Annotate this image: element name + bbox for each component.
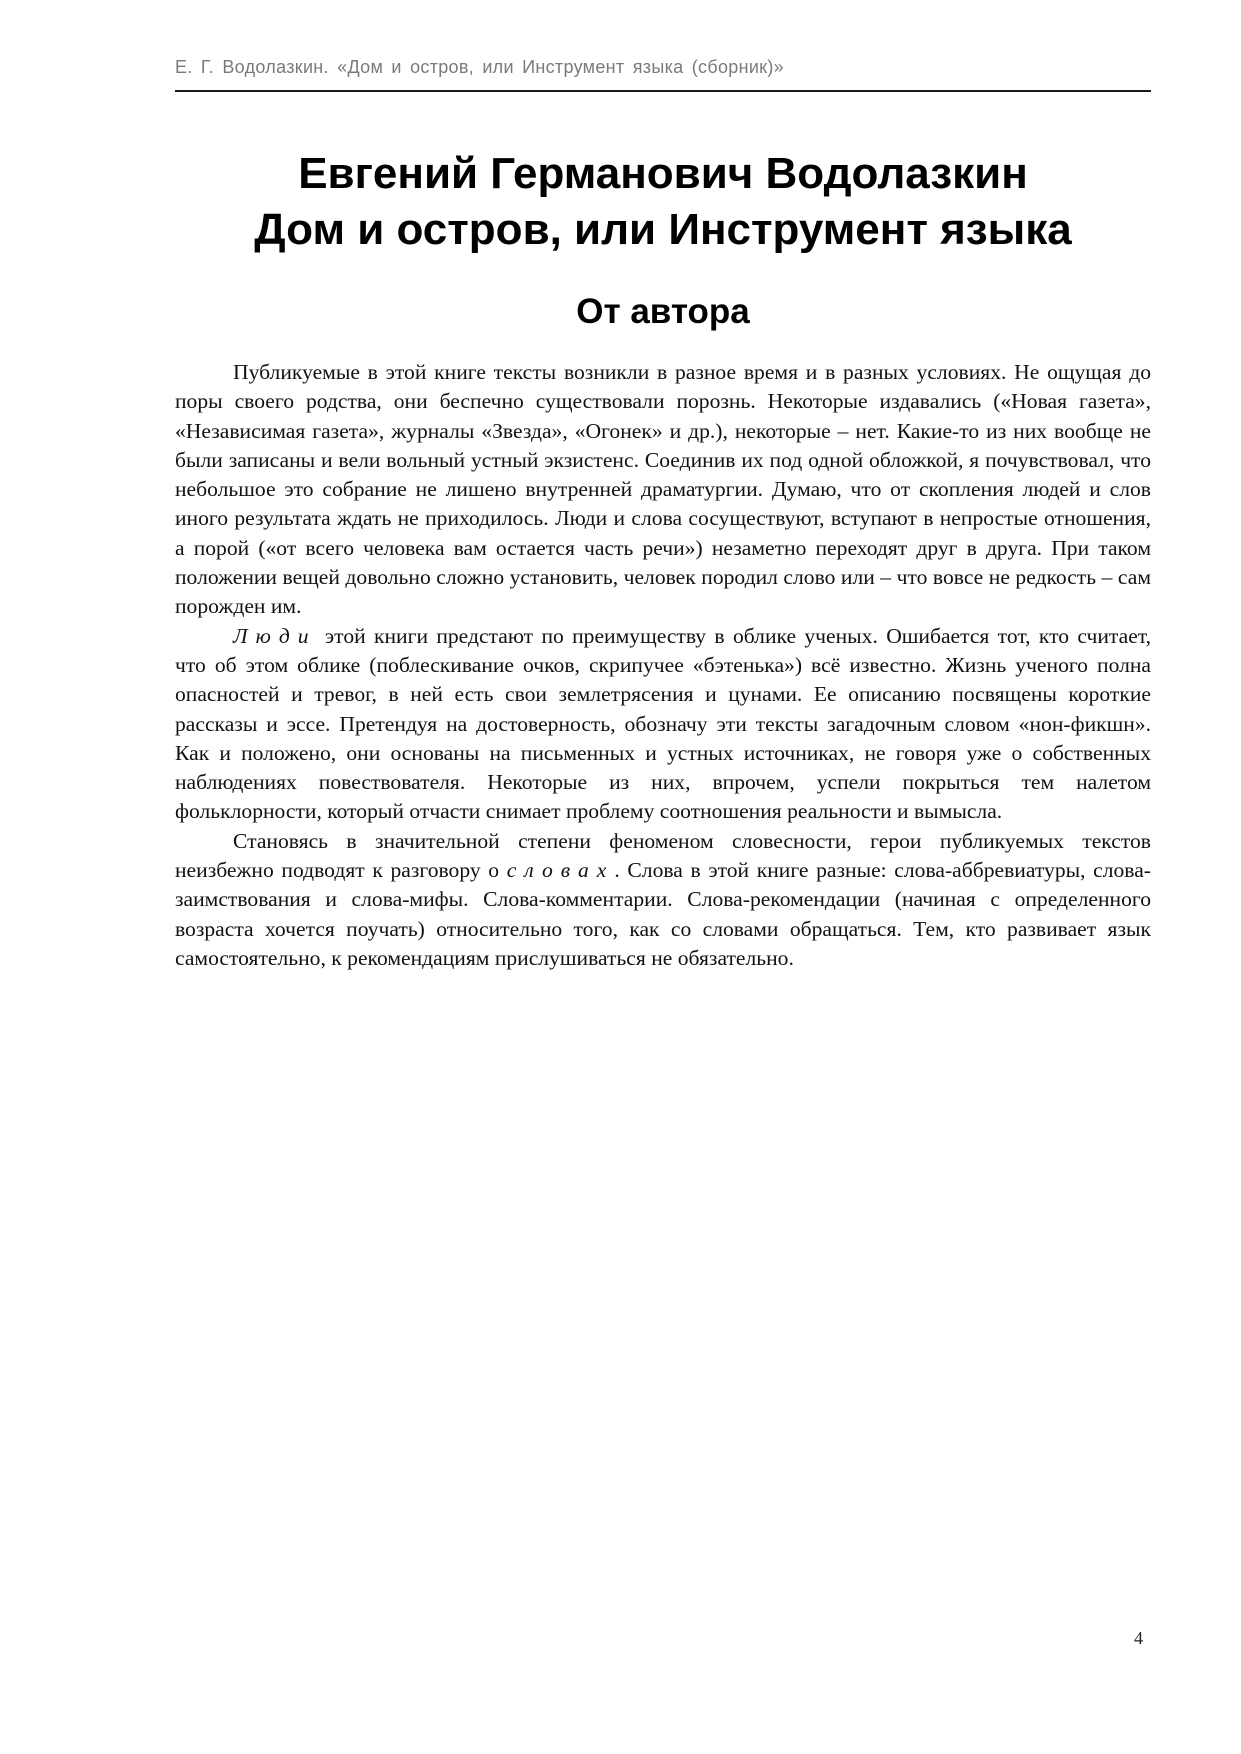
paragraph-3-text-before: Становясь в значительной степени феноменом словесности, герои публикуемых текстов неизбежно подводят к разговору о [175,828,1151,883]
book-title [175,146,1151,258]
author-name: Евгений Германович Водолазкин [298,149,1028,198]
paragraph-3 [175,827,1151,973]
emphasis-people: Люди [233,623,317,648]
page-number: 4 [1134,1628,1143,1648]
paragraph-2-text: этой книги предстают по преимуществу в облике ученых. Ошибается тот, кто считает, что об этом облике (поблескивание очков, скрипучее «бэтенька») всё известно. Жизнь ученого полна опасностей и тревог, в ней есть свои землетрясения и цунами. Ее описанию посвящены короткие рассказы и эссе. Претендуя на достоверность, обозначу эти тексты загадочным словом «нон-фикшн». Как и положено, они основаны на письменных и устных источниках, не говоря уже о собственных наблюдениях повествователя. Некоторые из них, впрочем, успели покрыться тем налетом фольклорности, который отчасти снимает проблему соотношения реальности и вымысла. [175,623,1151,824]
paragraph-2 [175,622,1151,827]
book-name: Дом и остров, или Инструмент языка [254,205,1072,254]
body-text [175,358,1151,973]
emphasis-words: словах [506,858,615,883]
section-heading: От автора [576,292,750,331]
paragraph-3-text-after: . Слова в этой книге разные: слова-аббревиатуры, слова-заимствования и слова-мифы. Слова-комментарии. Слова-рекомендации (начиная с определенного возраста хочется поучать) относительно того, как со словами обращаться. Тем, кто развивает язык самостоятельно, к рекомендациям прислушиваться не обязательно. [175,858,1151,970]
running-header: Е. Г. Водолазкин. «Дом и остров, или Инструмент языка (сборник)» [175,56,1151,92]
paragraph-1: Публикуемые в этой книге тексты возникли в разное время и в разных условиях. Не ощущая до поры своего родства, они беспечно существовали порознь. Некоторые издавались («Новая газета», «Независимая газета», журналы «Звезда», «Огонек» и др.), некоторые – нет. Какие-то из них вообще не были записаны и вели вольный устный экзистенс. Соединив их под одной обложкой, я почувствовал, что небольшое это собрание не лишено внутренней драматургии. Думаю, что от скопления людей и слов иного результата ждать не приходилось. Люди и слова сосуществуют, вступают в непростые отношения, а порой («от всего человека вам остается часть речи») незаметно переходят друг в друга. При таком положении вещей довольно сложно установить, человек породил слово или – что вовсе не редкость – сам порожден им. [175,360,1151,619]
